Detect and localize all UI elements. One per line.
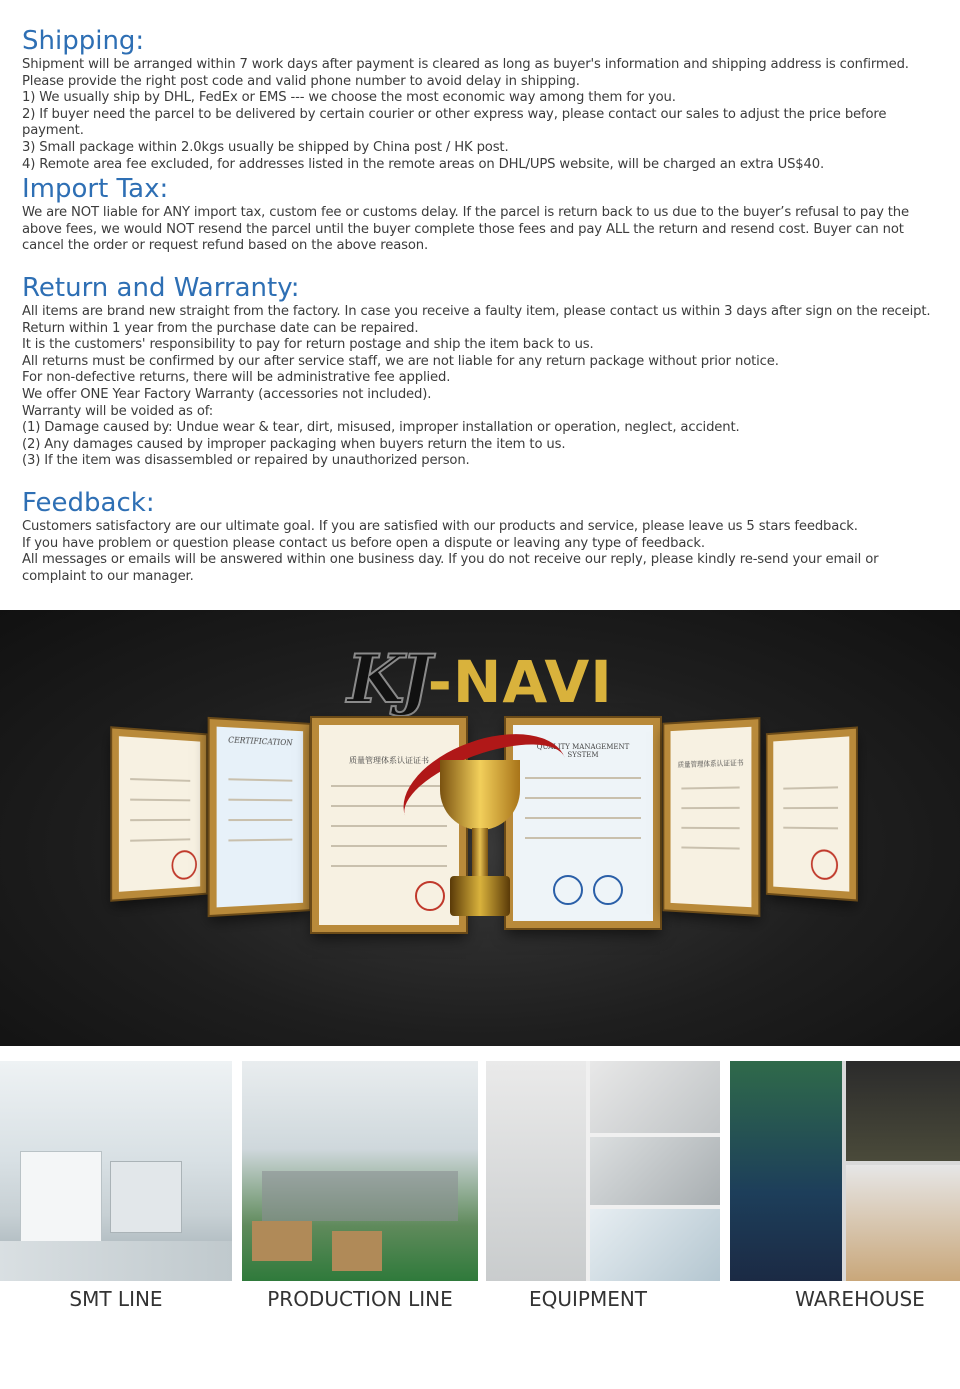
certificate-seal <box>593 875 623 905</box>
shipping-line: 3) Small package within 2.0kgs usually be shipped by China post / HK post. <box>22 139 509 155</box>
certificate-frame <box>768 729 856 900</box>
warranty-line: (1) Damage caused by: Undue wear & tear, dirt, misused, improper installation or operation, neglect, accident. <box>22 420 740 436</box>
logo-navi: -NAVI <box>427 648 613 716</box>
smt-line-photo <box>0 1061 232 1281</box>
shipping-section <box>22 26 942 173</box>
shipping-line: 1) We usually ship by DHL, FedEx or EMS --- we choose the most economic way among them for you. <box>22 90 676 106</box>
return-warranty-section <box>22 273 942 470</box>
logo-kj: KJ <box>347 640 428 718</box>
warranty-line: (3) If the item was disassembled or repaired by unauthorized person. <box>22 453 470 469</box>
import-tax-heading: Import Tax: <box>22 174 169 204</box>
import-tax-line: We are NOT liable for ANY import tax, custom fee or customs delay. If the parcel is return back to us due to the buyer’s refusal to pay the above fees, we would NOT resend the parcel until the buyer complete those fees and pay ALL the return and resend cost. Buyer can not cancel the order or request refund based on the above reason. <box>22 205 909 254</box>
shipping-heading: Shipping: <box>22 26 145 56</box>
shipping-line: 4) Remote area fee excluded, for addresses listed in the remote areas on DHL/UPS website, will be charged an extra US$40. <box>22 156 825 172</box>
certificate-seal <box>171 850 196 881</box>
certificate-frame <box>112 728 206 899</box>
certificate-title: CERTIFICATION <box>228 735 293 748</box>
feedback-section <box>22 488 942 585</box>
certificate-frame <box>664 719 758 915</box>
certificate-seal <box>553 875 583 905</box>
warehouse-photo <box>730 1061 960 1281</box>
caption-production-line: PRODUCTION LINE <box>267 1287 453 1311</box>
warranty-line: Return within 1 year from the purchase date can be repaired. <box>22 320 419 336</box>
warranty-line: All items are brand new straight from the factory. In case you receive a faulty item, please contact us within 3 days after sign on the receipt. <box>22 304 931 319</box>
certificate-seal <box>811 849 838 881</box>
certificate-title: QUALITY MANAGEMENT SYSTEM <box>536 743 630 759</box>
caption-smt-line: SMT LINE <box>69 1287 163 1311</box>
equipment-photo <box>486 1061 720 1281</box>
certificate-frame <box>210 719 310 915</box>
certificates-banner <box>0 610 960 1046</box>
feedback-line: Customers satisfactory are our ultimate goal. If you are satisfied with our products and service, please leave us 5 stars feedback. <box>22 519 858 534</box>
feedback-heading: Feedback: <box>22 488 155 518</box>
warranty-line: It is the customers' responsibility to pay for return postage and ship the item back to us. <box>22 337 594 353</box>
warranty-line: (2) Any damages caused by improper packaging when buyers return the item to us. <box>22 436 566 452</box>
caption-warehouse: WAREHOUSE <box>795 1287 925 1311</box>
warranty-line: We offer ONE Year Factory Warranty (accessories not included). <box>22 386 432 402</box>
certificate-title: 质量管理体系认证证书 <box>349 756 429 765</box>
warranty-line: All returns must be confirmed by our after service staff, we are not liable for any return package without prior notice. <box>22 353 779 369</box>
trophy-icon <box>430 760 530 930</box>
certificate-title: 质量管理体系认证证书 <box>677 758 744 769</box>
warranty-line: For non-defective returns, there will be administrative fee applied. <box>22 370 451 386</box>
feedback-line: If you have problem or question please contact us before open a dispute or leaving any type of feedback. <box>22 535 705 551</box>
import-tax-section <box>22 174 942 255</box>
warranty-line: Warranty will be voided as of: <box>22 403 214 419</box>
shipping-line: Shipment will be arranged within 7 work days after payment is cleared as long as buyer's information and shipping address is confirmed. Please provide the right post code and valid phone number to avoid delay in shipping. <box>22 57 909 89</box>
production-line-photo <box>242 1061 478 1281</box>
brand-logo <box>0 640 960 718</box>
return-warranty-heading: Return and Warranty: <box>22 273 300 303</box>
caption-equipment: EQUIPMENT <box>528 1287 648 1311</box>
feedback-line: All messages or emails will be answered within one business day. If you do not receive our reply, please kindly re-send your email or complaint to our manager. <box>22 552 879 584</box>
shipping-line: 2) If buyer need the parcel to be delivered by certain courier or other express way, please contact our sales to adjust the price before payment. <box>22 106 887 139</box>
